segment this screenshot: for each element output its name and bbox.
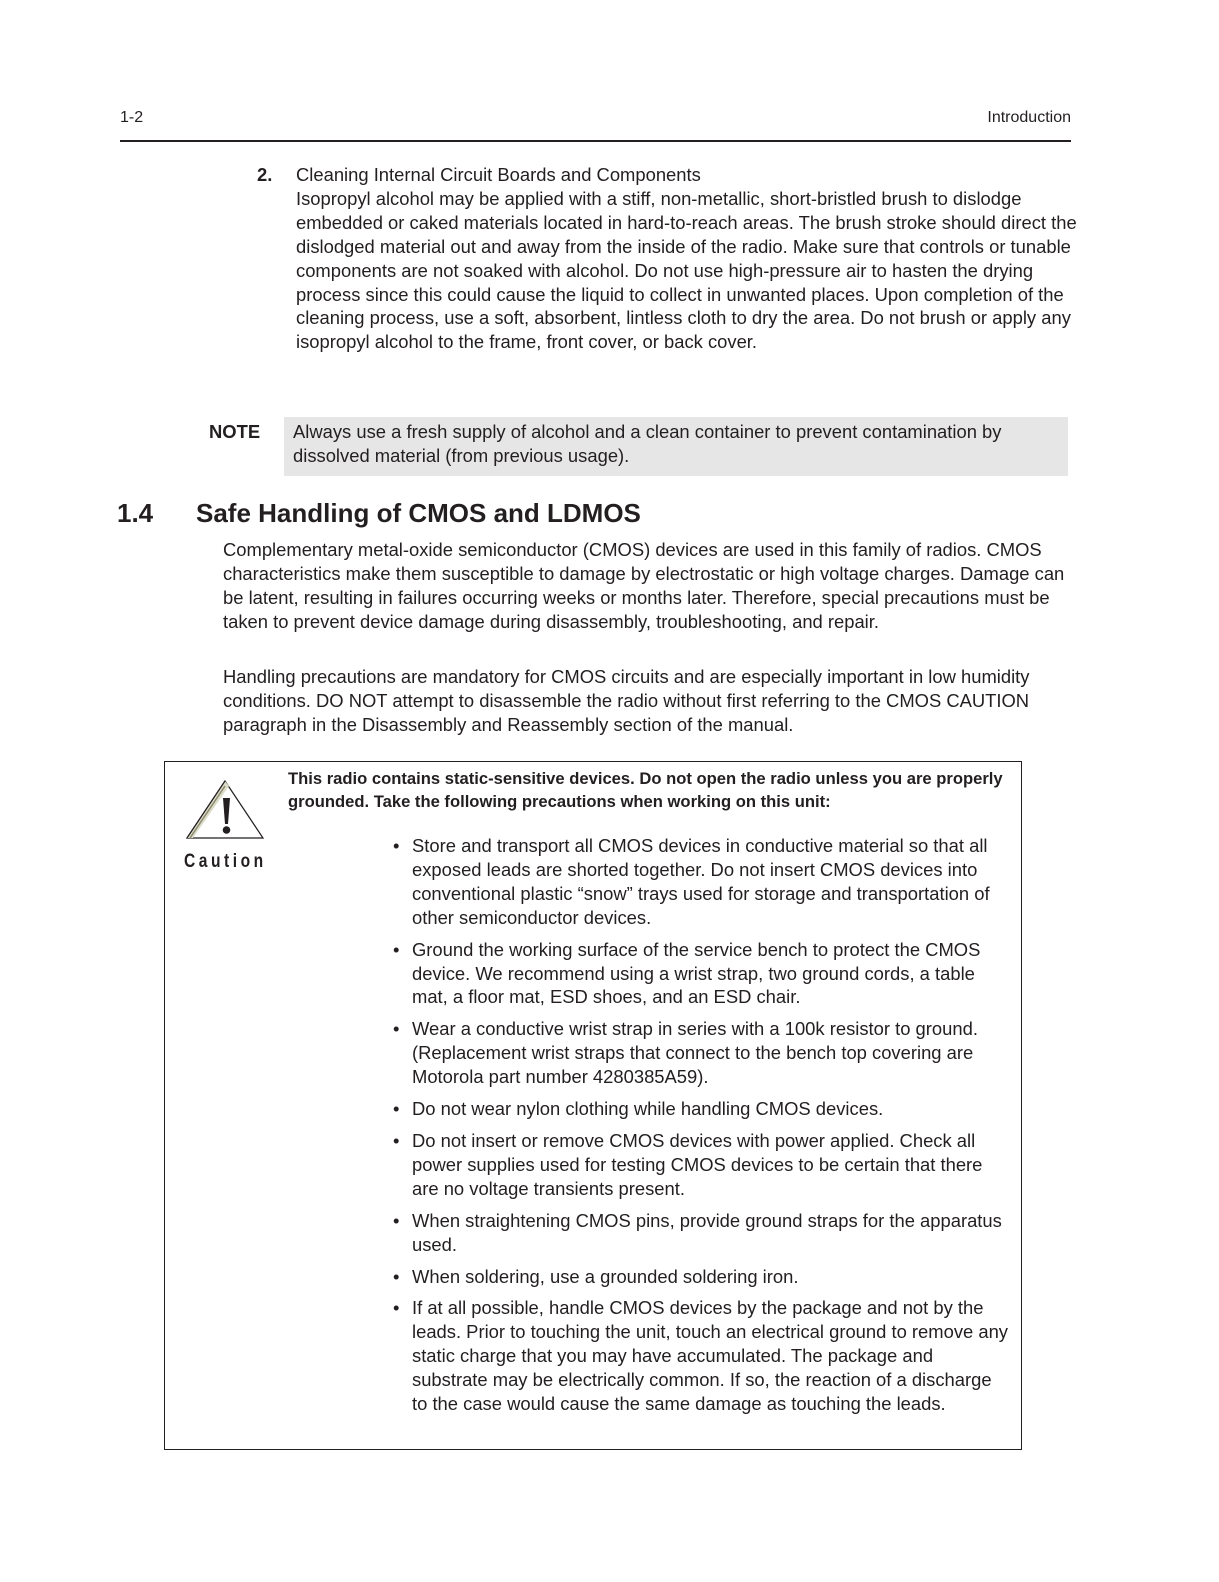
list-item-text: Wear a conductive wrist strap in series with a 100k resistor to ground. (Replacement wrist straps that connect to the bench top covering are Motorola part number 4280385A59). — [412, 1018, 978, 1088]
caution-label: Caution — [184, 851, 267, 872]
bullet: • — [393, 1018, 400, 1040]
list-item — [392, 1209, 1012, 1257]
list-item-text: Do not wear nylon clothing while handling CMOS devices. — [412, 1098, 884, 1120]
note-label: NOTE — [209, 421, 261, 442]
chapter-title: Introduction — [987, 109, 1071, 126]
bullet: • — [393, 1297, 400, 1319]
list-item-text: Ground the working surface of the service bench to protect the CMOS device. We recommend using a wrist strap, two ground cords, a table mat, a floor mat, ESD shoes, and an ESD chair. — [412, 938, 981, 1008]
list-item-text: Do not insert or remove CMOS devices with power applied. Check all power supplies used for testing CMOS devices to be certain that there are no voltage transients present. — [412, 1129, 983, 1199]
cleaning-step — [257, 163, 1077, 354]
list-item — [392, 1296, 1012, 1416]
list-item-text: If at all possible, handle CMOS devices by the package and not by the leads. Prior to touching the unit, touch an electrical ground to remove any static charge that you may have accumulated. The package and substrate may be electrically common. If so, the reaction of a discharge to the case would cause the same damage as touching the leads. — [412, 1297, 1008, 1415]
section-paragraph: Handling precautions are mandatory for CMOS circuits and are especially important in low humidity conditions. DO NOT attempt to disassemble the radio without first referring to the CMOS CAUTION paragraph in the Disassembly and Reassembly section of the manual. — [223, 666, 1030, 735]
bullet: • — [393, 1098, 400, 1120]
list-item — [392, 1129, 1012, 1201]
list-item — [392, 1097, 1012, 1121]
step-text: Isopropyl alcohol may be applied with a stiff, non-metallic, short-bristled brush to dislodge embedded or caked materials located in hard-to-reach areas. The brush stroke should direct the dislodged material out and away from the inside of the radio. Make sure that controls or tunable components are not soaked with alcohol. Do not use high-pressure air to hasten the drying process since this could cause the liquid to collect in unwanted places. Upon completion of the cleaning process, use a soft, absorbent, lintless cloth to dry the area. Do not brush or apply any isopropyl alcohol to the frame, front cover, or back cover. — [296, 187, 1077, 353]
warning-triangle-icon — [183, 776, 265, 842]
note-text: Always use a fresh supply of alcohol and a clean container to prevent contamination by dissolved material (from previous usage). — [293, 421, 1002, 466]
section-number: 1.4 — [117, 498, 154, 528]
list-item-text: When soldering, use a grounded soldering iron. — [412, 1265, 799, 1287]
section-paragraph: Complementary metal-oxide semiconductor (CMOS) devices are used in this family of radios. CMOS characteristics make them susceptible to damage by electrostatic or high voltage charges. Damage can be latent, resulting in failures occurring weeks or months later. Therefore, special precautions must be taken to prevent device damage during disassembly, troubleshooting, and repair. — [223, 539, 1065, 632]
caution-list — [392, 834, 1012, 1424]
note-box — [284, 417, 1068, 476]
step-body — [296, 163, 1077, 354]
step-title: Cleaning Internal Circuit Boards and Components — [296, 164, 701, 185]
header-divider — [120, 140, 1071, 142]
bullet: • — [393, 938, 400, 960]
list-item — [392, 834, 1012, 930]
bullet: • — [393, 1209, 400, 1231]
bullet: • — [393, 835, 400, 856]
list-item-text: Store and transport all CMOS devices in conductive material so that all exposed leads are shorted together. Do not insert CMOS devices into conventional plastic “snow” trays used for storage and transportation of other semiconductor devices. — [412, 835, 990, 928]
section-heading — [117, 496, 641, 530]
step-number: 2. — [257, 164, 273, 185]
section-title: Safe Handling of CMOS and LDMOS — [196, 498, 641, 528]
caution-intro: This radio contains static-sensitive devices. Do not open the radio unless you are properly grounded. Take the following precautions when working on this unit: — [288, 769, 1003, 811]
page-number: 1-2 — [120, 109, 144, 126]
bullet: • — [393, 1129, 400, 1151]
list-item-text: When straightening CMOS pins, provide ground straps for the apparatus used. — [412, 1209, 1002, 1255]
list-item — [392, 1017, 1012, 1089]
list-item — [392, 1265, 1012, 1289]
bullet: • — [393, 1265, 400, 1287]
list-item — [392, 938, 1012, 1010]
